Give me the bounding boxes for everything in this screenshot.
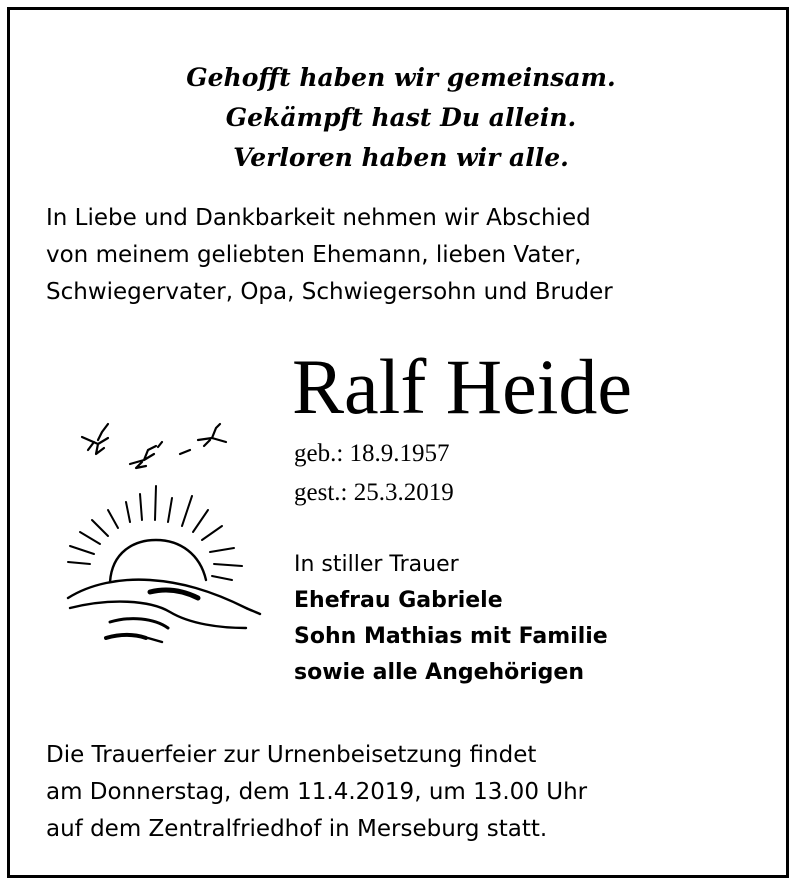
death-date: gest.: 25.3.2019: [294, 479, 454, 506]
sun-rays-icon: [68, 486, 242, 580]
motto-line-1: Gehofft haben wir gemeinsam.: [186, 63, 616, 92]
life-dates: [294, 434, 454, 512]
motto-line-2: Gekämpft hast Du allein.: [225, 103, 577, 132]
deceased-name: Ralf Heide: [292, 343, 633, 430]
funeral-info: [46, 737, 766, 848]
mourner-1: Ehefrau Gabriele: [294, 588, 503, 613]
motto-line-3: Verloren haben wir alle.: [233, 143, 569, 172]
sun-icon: [110, 540, 206, 582]
mourner-3: sowie alle Angehörigen: [294, 660, 585, 685]
intro-line-1: In Liebe und Dankbarkeit nehmen wir Abschied: [46, 205, 591, 231]
intro-text: [46, 200, 766, 311]
funeral-line-3: auf dem Zentralfriedhof in Merseburg statt.: [46, 816, 548, 842]
obituary-notice: [7, 7, 789, 878]
sunset-birds-icon: [50, 402, 270, 652]
intro-line-3: Schwiegervater, Opa, Schwiegersohn und Bruder: [46, 279, 613, 305]
mourners: [294, 547, 608, 691]
motto: [10, 58, 789, 178]
intro-line-2: von meinem geliebten Ehemann, lieben Vater,: [46, 242, 582, 268]
mourner-2: Sohn Mathias mit Familie: [294, 624, 608, 649]
funeral-line-1: Die Trauerfeier zur Urnenbeisetzung findet: [46, 742, 537, 768]
birth-date: geb.: 18.9.1957: [294, 440, 450, 467]
birds-icon: [82, 424, 226, 468]
mourning-lead: In stiller Trauer: [294, 552, 459, 577]
hills-icon: [68, 580, 260, 642]
funeral-line-2: am Donnerstag, dem 11.4.2019, um 13.00 Uhr: [46, 779, 588, 805]
